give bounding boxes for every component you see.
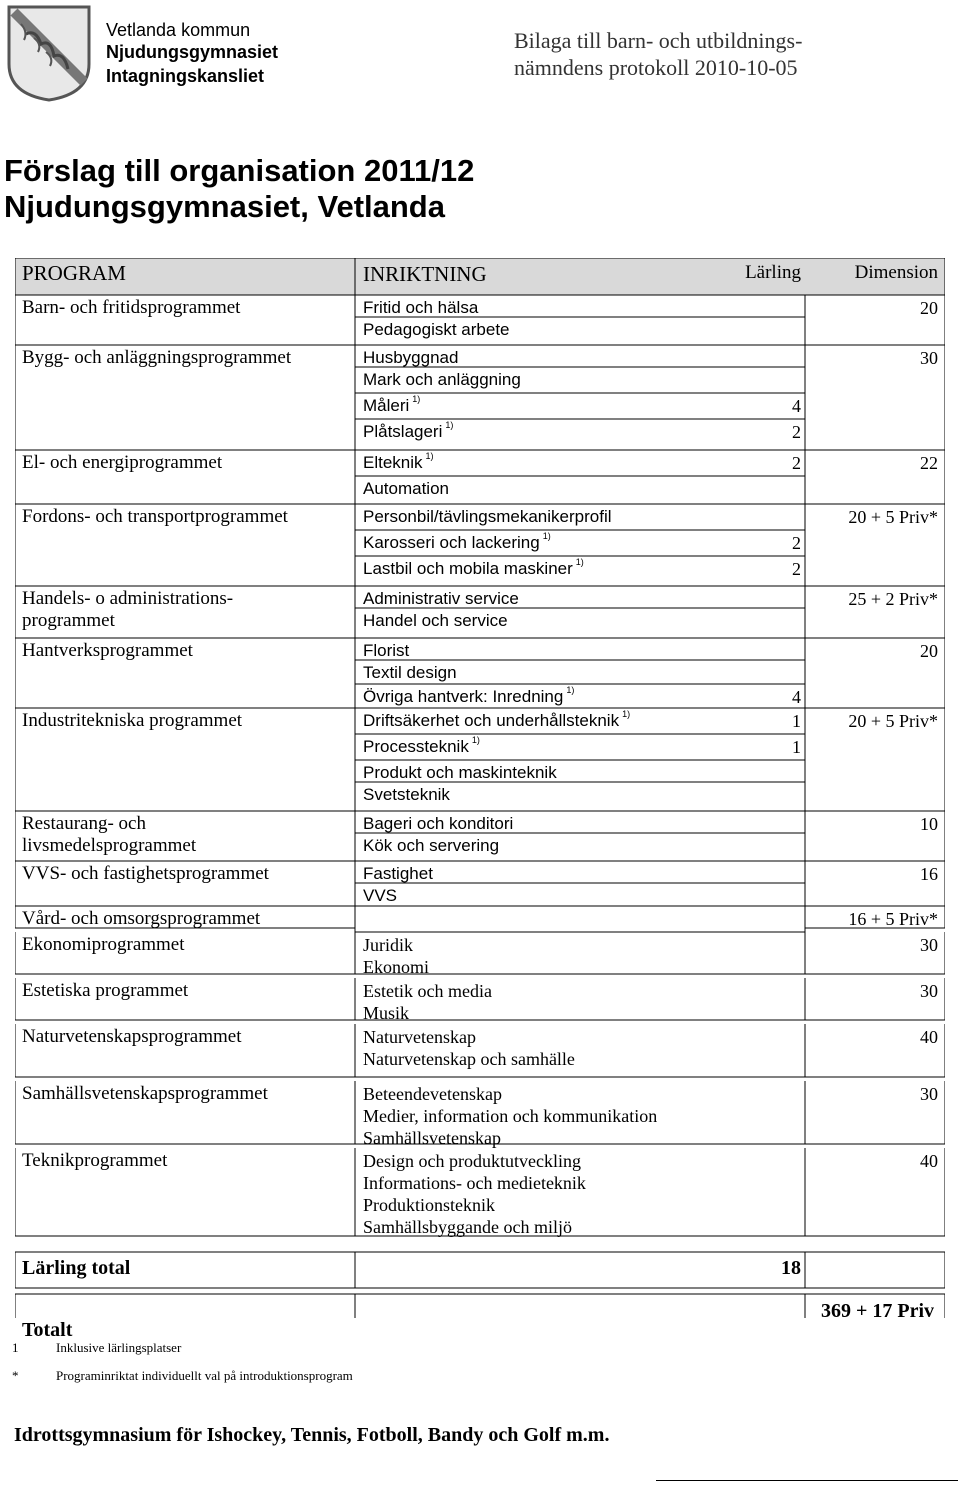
inriktning-label: Elteknik [363,453,423,472]
larling-value: 2 [792,422,801,442]
larling-value: 4 [792,396,801,416]
header-program: PROGRAM [22,261,126,285]
department-name: Intagningskansliet [106,66,265,86]
program-name-cont: livsmedelsprogrammet [22,835,197,856]
inriktning-item [363,320,510,340]
footnote-ref: 1) [471,735,480,745]
inriktning-label: Textil design [363,663,457,682]
inriktning-item [363,836,499,856]
inriktning-item [363,1173,586,1194]
org-name: Vetlanda kommun [106,20,251,40]
program-name: Samhällsvetenskapsprogrammet [22,1083,268,1104]
inriktning-label: Måleri [363,396,410,415]
inriktning-label: Produkt och maskinteknik [363,763,557,782]
inriktning-label: Florist [363,641,410,660]
inriktning-label: Husbyggnad [363,348,459,367]
dimension-value: 20 + 5 Priv* [848,711,938,731]
dimension-value: 30 [920,981,938,1001]
footnote-mark: 1 [12,1340,19,1355]
program-name: Industritekniska programmet [22,710,243,731]
inriktning-item [363,1003,409,1024]
larling-value: 1 [792,737,801,757]
program-name: Handels- o administrations- [22,588,234,609]
inriktning-label: Personbil/tävlingsmekanikerprofil [363,507,612,526]
inriktning-item [363,981,492,1002]
inriktning-label: Bageri och konditori [363,814,514,833]
inriktning-label: Juridik [363,935,414,955]
footnote-ref: 1) [445,420,454,430]
closing-note: Idrottsgymnasium för Ishockey, Tennis, Fotboll, Bandy och Golf m.m. [14,1424,610,1446]
inriktning-item [363,453,434,473]
inriktning-label: Samhällsbyggande och miljö [363,1217,572,1237]
dimension-value: 40 [920,1027,938,1047]
inriktning-item [363,763,557,783]
larling-value: 1 [792,711,801,731]
inriktning-label: Automation [363,479,449,498]
bilaga-line2: nämndens protokoll 2010-10-05 [514,55,798,80]
school-name: Njudungsgymnasiet [106,42,279,62]
inriktning-label: Medier, information och kommunikation [363,1106,658,1126]
inriktning-item [363,641,409,661]
inriktning-label: Musik [363,1003,410,1023]
inriktning-item [363,711,630,731]
inriktning-item [363,886,397,906]
dimension-value: 30 [920,1084,938,1104]
inriktning-item [363,559,584,579]
program-name: Fordons- och transportprogrammet [22,506,288,527]
footnote-text: Programinriktat individuellt val på introduktionsprogram [56,1368,353,1383]
inriktning-label: Samhällsvetenskap [363,1128,501,1148]
footnote-ref: 1) [575,557,584,567]
footnote-ref: 1) [566,685,575,695]
larling-total-label: Lärling total [22,1257,131,1279]
municipal-crest-icon [6,4,92,102]
inriktning-label: Informations- och medieteknik [363,1173,586,1193]
page-title: Förslag till organisation 2011/12 [4,153,475,188]
dimension-value: 40 [920,1151,938,1171]
inriktning-item [363,864,433,884]
dimension-value: 20 [920,298,938,318]
inriktning-label: Fastighet [363,864,433,883]
program-name-cont: programmet [22,610,115,631]
footnote-ref: 1) [425,451,434,461]
program-name: Ekonomiprogrammet [22,934,185,955]
dimension-value: 20 [920,641,938,661]
inriktning-label: Naturvetenskap [363,1027,476,1047]
header-inriktning: INRIKTNING [363,262,487,286]
inriktning-item [363,611,508,631]
program-name: Vård- och omsorgsprogrammet [22,908,261,929]
header-dimension: Dimension [854,262,938,283]
dimension-value: 30 [920,935,938,955]
inriktning-label: Övriga hantverk: Inredning [363,687,564,706]
inriktning-item [363,533,551,553]
inriktning-item [363,957,429,978]
inriktning-item [363,589,519,609]
dimension-value: 20 + 5 Priv* [848,507,938,527]
inriktning-label: Kök och servering [363,836,500,855]
inriktning-label: Produktionsteknik [363,1195,496,1215]
dimension-value: 16 [920,864,938,884]
program-name: Naturvetenskapsprogrammet [22,1026,242,1047]
larling-value: 4 [792,687,801,707]
inriktning-label: Estetik och media [363,981,492,1001]
inriktning-item [363,1151,581,1172]
footnote-ref: 1) [542,531,551,541]
inriktning-item [363,1106,657,1127]
larling-value: 2 [792,559,801,579]
inriktning-label: Beteendevetenskap [363,1084,502,1104]
inriktning-item [363,370,521,390]
program-name: Estetiska programmet [22,980,189,1001]
inriktning-label: VVS [363,886,398,905]
dimension-value: 22 [920,453,938,473]
organisation-table [15,258,945,1341]
program-name: VVS- och fastighetsprogrammet [22,863,269,884]
page-subtitle: Njudungsgymnasiet, Vetlanda [4,189,445,224]
inriktning-item [363,1217,572,1238]
inriktning-item [363,422,453,442]
larling-value: 2 [792,533,801,553]
inriktning-item [363,737,480,757]
larling-total-value: 18 [781,1257,801,1279]
inriktning-item [363,1195,495,1216]
footnote-ref: 1) [412,394,421,404]
program-name: Bygg- och anläggningsprogrammet [22,347,292,368]
inriktning-label: Design och produktutveckling [363,1151,581,1171]
totalt-value: 369 + 17 Priv [820,1300,934,1322]
footnote-ref: 1) [622,709,631,719]
inriktning-label: Svetsteknik [363,785,450,804]
bilaga-line1: Bilaga till barn- och utbildnings- [514,28,803,53]
totalt-label: Totalt [22,1319,73,1341]
inriktning-label: Fritid och hälsa [363,298,479,317]
inriktning-label: Pedagogiskt arbete [363,320,510,339]
larling-value: 2 [792,453,801,473]
inriktning-label: Lastbil och mobila maskiner [363,559,573,578]
program-name: El- och energiprogrammet [22,452,223,473]
inriktning-label: Karosseri och lackering [363,533,540,552]
inriktning-item [363,814,513,834]
inriktning-label: Administrativ service [363,589,519,608]
inriktning-label: Plåtslageri [363,422,443,441]
footnote-text: Inklusive lärlingsplatser [56,1340,182,1355]
inriktning-label: Naturvetenskap och samhälle [363,1049,575,1069]
inriktning-label: Processteknik [363,737,469,756]
header-larling: Lärling [745,262,801,283]
program-name: Hantverksprogrammet [22,640,193,661]
dimension-value: 30 [920,348,938,368]
dimension-value: 25 + 2 Priv* [848,589,938,609]
inriktning-item [363,298,478,318]
footnote-mark: * [12,1368,19,1383]
dimension-value: 10 [920,814,938,834]
program-name: Barn- och fritidsprogrammet [22,297,241,318]
signature-line [656,1480,958,1481]
inriktning-item [363,396,420,416]
program-name: Restaurang- och [22,813,146,834]
dimension-value: 16 + 5 Priv* [848,909,938,929]
inriktning-item [363,935,413,956]
inriktning-item [363,1027,476,1048]
inriktning-label: Ekonomi [363,957,429,977]
inriktning-label: Handel och service [363,611,508,630]
inriktning-item [363,1049,575,1070]
inriktning-item [363,663,457,683]
inriktning-item [363,687,574,707]
inriktning-item [363,507,612,527]
program-name: Teknikprogrammet [22,1150,168,1171]
inriktning-label: Driftsäkerhet och underhållsteknik [363,711,620,730]
inriktning-item [363,348,458,368]
inriktning-item [363,785,450,805]
inriktning-item [363,1084,502,1105]
inriktning-item [363,1128,501,1149]
inriktning-item [363,479,449,499]
inriktning-label: Mark och anläggning [363,370,521,389]
